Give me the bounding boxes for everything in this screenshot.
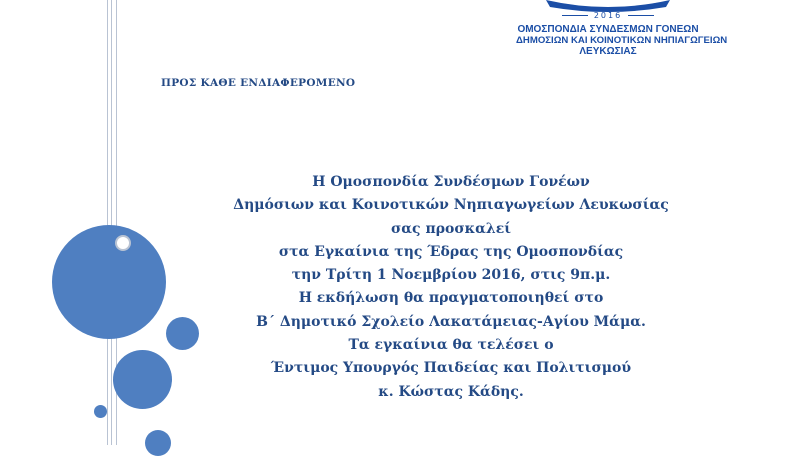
logo-line-2: ΔΗΜΟΣΙΩΝ ΚΑΙ ΚΟΙΝΟΤΙΚΩΝ ΝΗΠΙΑΓΩΓΕΙΩΝ: [516, 35, 728, 46]
body-line: την Τρίτη 1 Νοεμβρίου 2016, στις 9π.μ.: [291, 267, 611, 284]
body-line: Η εκδήλωση θα πραγματοποιηθεί στο: [298, 290, 604, 307]
logo-line-1: ΟΜΟΣΠΟΝΔΙΑ ΣΥΝΔΕΣΜΩΝ ΓΟΝΕΩΝ: [517, 24, 699, 35]
body-line: Β΄ Δημοτικό Σχολείο Λακατάμειας-Αγίου Μάμα.: [256, 313, 646, 330]
body-line: κ. Κώστας Κάδης.: [378, 383, 524, 400]
body-line: Έντιμος Υπουργός Παιδείας και Πολιτισμού: [270, 360, 632, 377]
decorative-circle-medium: [113, 350, 172, 409]
decorative-circle-small: [166, 317, 199, 350]
body-line: Τα εγκαίνια θα τελέσει ο: [348, 337, 554, 354]
invitation-body: [196, 171, 706, 404]
federation-logo: [516, 0, 728, 72]
logo-line-3: ΛΕΥΚΩΣΙΑΣ: [579, 46, 637, 57]
logo-year: 2016: [516, 11, 700, 20]
decorative-circle-outline: [115, 235, 131, 251]
body-line: στα Εγκαίνια της Έδρας της Ομοσπονδίας: [278, 243, 624, 260]
decorative-circle-tiny: [94, 405, 107, 418]
decorative-line: [107, 0, 108, 445]
body-line: σας προσκαλεί: [390, 220, 512, 237]
decorative-circle-bottom: [145, 430, 171, 456]
recipient-heading: ΠΡΟΣ ΚΑΘΕ ΕΝΔΙΑΦΕΡΟΜΕΝΟ: [161, 77, 356, 89]
decorative-line: [111, 0, 112, 445]
body-line: Δημόσιων και Κοινοτικών Νηπιαγωγείων Λευκωσίας: [233, 197, 669, 214]
body-line: Η Ομοσπονδία Συνδέσμων Γονέων: [312, 174, 590, 190]
decorative-circle-large: [52, 225, 166, 339]
